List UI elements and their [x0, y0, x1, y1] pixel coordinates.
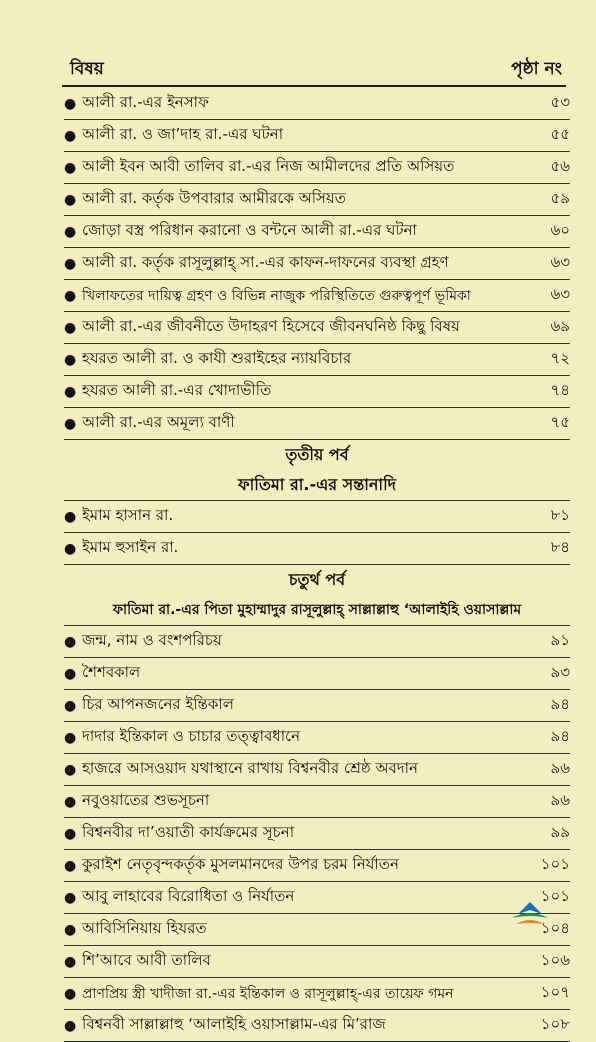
toc-entry-page: ৯৪ — [550, 727, 570, 745]
toc-header — [70, 54, 562, 84]
toc-entry-page: ৫৬ — [550, 157, 570, 175]
toc-entry-title: প্রাণপ্রিয় স্ত্রী খাদীজা রা.-এর ইন্তিকাল ও রাসূলুল্লাহ্-এর তায়েফ গমন — [82, 985, 454, 1002]
toc-entry — [64, 501, 570, 533]
toc-entry-title: আলী ইবন আবী তালিব রা.-এর নিজ আমীলদের প্রতি অসিয়ত — [82, 157, 455, 175]
toc-entry-title: নবুওয়াতের শুভসূচনা — [82, 791, 210, 809]
toc-entry — [64, 184, 570, 216]
toc-entry — [64, 152, 570, 184]
bullet-icon: ● — [64, 127, 77, 144]
toc-entry-page: ৫৯ — [550, 189, 570, 207]
bullet-icon: ● — [64, 159, 77, 176]
toc-entry-title: শৈশবকাল — [82, 663, 141, 681]
toc-entry-title: খিলাফতের দায়িত্ব গ্রহণ ও বিভিন্ন নাজুক পরিস্থিতিতে গুরুত্বপূর্ণ ভূমিকা — [82, 287, 471, 304]
toc-entry — [64, 216, 570, 248]
toc-entry-page: ১০১ — [540, 887, 570, 905]
toc-entry-title: হযরত আলী রা.-এর খোদাভীতি — [82, 381, 272, 399]
toc-entry-title: চির আপনজনের ইন্তিকাল — [82, 695, 234, 713]
toc-entry — [64, 376, 570, 408]
toc-entry — [64, 722, 570, 754]
toc-entry-page: ৮১ — [550, 506, 570, 524]
section-heading: চতুর্থ পর্ব — [288, 569, 346, 589]
bullet-icon: ● — [64, 255, 77, 272]
toc-entry-page: ৯৪ — [550, 695, 570, 713]
bullet-icon: ● — [64, 857, 77, 874]
bullet-icon: ● — [64, 1017, 77, 1034]
toc-entry-page: ৭২ — [550, 349, 570, 367]
bullet-icon: ● — [64, 508, 77, 525]
toc-entry-page: ৯৬ — [550, 759, 570, 777]
toc-entry-title: হযরত আলী রা. ও কাযী শুরাইহের ন্যায়বিচার — [82, 349, 352, 367]
toc-entry-page: ৯৯ — [550, 823, 570, 841]
section-heading: ফাতিমা রা.-এর সন্তানাদি — [64, 470, 570, 501]
toc-entry — [64, 1010, 570, 1042]
bullet-icon: ● — [64, 921, 77, 938]
toc-entry-page: ১০৬ — [540, 951, 570, 969]
toc-entry — [64, 280, 570, 312]
toc-entry-title: ইমাম হাসান রা. — [82, 506, 174, 524]
toc-entry — [64, 658, 570, 690]
bullet-icon: ● — [64, 415, 77, 432]
toc-list — [64, 88, 570, 1042]
toc-entry-page: ৫৫ — [550, 125, 570, 143]
bullet-icon: ● — [64, 825, 77, 842]
toc-entry-title: আলী রা. কর্তৃক উপবারার আমীরকে অসিয়ত — [82, 189, 347, 207]
bullet-icon: ● — [64, 793, 77, 810]
toc-entry-page: ৭৫ — [550, 413, 570, 431]
section-heading: তৃতীয় পর্ব — [285, 444, 349, 464]
toc-entry — [64, 978, 570, 1010]
toc-entry — [64, 850, 570, 882]
toc-entry-title: আলী রা.-এর ইনসাফ — [82, 93, 209, 111]
toc-entry-page: ৯৬ — [550, 791, 570, 809]
toc-entry-page: ১০১ — [540, 855, 570, 873]
bullet-icon: ● — [64, 540, 77, 557]
toc-entry-title: আবু লাহাবের বিরোধিতা ও নির্যাতন — [82, 887, 295, 905]
publisher-logo-icon — [508, 898, 552, 934]
toc-entry-title: বিশ্বনবী সাল্লাল্লাহু ‘আলাইহি ওয়াসাল্লাম-এর মি’রাজ — [82, 1015, 386, 1033]
bullet-icon: ● — [64, 953, 77, 970]
bullet-icon: ● — [64, 383, 77, 400]
toc-entry-page: ১০৪ — [540, 919, 570, 937]
bullet-icon: ● — [64, 889, 77, 906]
toc-entry — [64, 248, 570, 280]
toc-entry — [64, 754, 570, 786]
toc-entry-title: আলী রা. কর্তৃক রাসূলুল্লাহ্ সা.-এর কাফন-দাফনের ব্যবস্থা গ্রহণ — [82, 253, 449, 271]
toc-entry-page: ৭৪ — [550, 381, 570, 399]
toc-entry — [64, 344, 570, 376]
toc-entry — [64, 408, 570, 440]
subject-heading: বিষয় — [70, 59, 104, 79]
toc-entry-title: ইমাম হুসাইন রা. — [82, 538, 179, 556]
toc-entry-page: ৮৪ — [550, 538, 570, 556]
section-heading: ফাতিমা রা.-এর পিতা মুহাম্মাদুর রাসূলুল্লাহ্ সাল্লাল্লাহু ‘আলাইহি ওয়াসাল্লাম — [64, 595, 570, 626]
toc-entry-page: ৬৩ — [550, 285, 570, 303]
toc-entry-title: আলী রা. ও জা’দাহ রা.-এর ঘটনা — [82, 125, 284, 143]
toc-entry-page: ৬০ — [550, 221, 570, 239]
bullet-icon: ● — [64, 287, 77, 304]
toc-entry — [64, 88, 570, 120]
toc-entry-title: জন্ম, নাম ও বংশপরিচয় — [82, 631, 222, 649]
toc-entry — [64, 312, 570, 344]
toc-entry — [64, 882, 570, 914]
bullet-icon: ● — [64, 633, 77, 650]
toc-entry-page: ৬৯ — [550, 317, 570, 335]
bullet-icon: ● — [64, 351, 77, 368]
toc-entry-title: হাজরে আসওয়াদ যথাস্থানে রাখায় বিশ্বনবীর শ্রেষ্ঠ অবদান — [82, 759, 418, 777]
bullet-icon: ● — [64, 665, 77, 682]
toc-entry-page: ১০৭ — [540, 983, 570, 1001]
toc-entry-title: শি’আবে আবী তালিব — [82, 951, 211, 969]
toc-entry-page: ১০৮ — [540, 1015, 570, 1033]
toc-entry-page: ৫৩ — [550, 93, 570, 111]
toc-entry-title: আলী রা.-এর অমূল্য বাণী — [82, 413, 235, 431]
toc-entry-title: বিশ্বনবীর দা’ওয়াতী কার্যক্রমের সূচনা — [82, 823, 295, 841]
bullet-icon: ● — [64, 191, 77, 208]
toc-entry-page: ৬৩ — [550, 253, 570, 271]
toc-entry-title: আলী রা.-এর জীবনীতে উদাহরণ হিসেবে জীবনঘনিষ্ঠ কিছু বিষয় — [82, 317, 460, 335]
toc-entry — [64, 120, 570, 152]
toc-entry-title: দাদার ইন্তিকাল ও চাচার তত্ত্বাবধানে — [82, 727, 301, 745]
toc-entry-title: আবিসিনিয়ায় হিযরত — [82, 919, 207, 937]
bullet-icon: ● — [64, 729, 77, 746]
page-number-heading: পৃষ্ঠা নং — [511, 59, 562, 79]
bullet-icon: ● — [64, 319, 77, 336]
toc-entry — [64, 533, 570, 565]
toc-entry-page: ৯৩ — [550, 663, 570, 681]
toc-entry — [64, 690, 570, 722]
bullet-icon: ● — [64, 95, 77, 112]
bullet-icon: ● — [64, 223, 77, 240]
bullet-icon: ● — [64, 761, 77, 778]
toc-entry-page: ৯১ — [550, 631, 570, 649]
toc-entry — [64, 818, 570, 850]
toc-entry — [64, 786, 570, 818]
bullet-icon: ● — [64, 697, 77, 714]
toc-entry — [64, 914, 570, 946]
toc-entry — [64, 626, 570, 658]
toc-entry-title: জোড়া বস্ত্র পরিধান করানো ও বন্টনে আলী রা.-এর ঘটনা — [82, 221, 417, 239]
toc-entry-title: কুরাইশ নেতৃবৃন্দকর্তৃক মুসলমানদের উপর চরম নির্যাতন — [82, 855, 399, 873]
header-rule — [62, 85, 566, 87]
bullet-icon: ● — [64, 985, 77, 1002]
